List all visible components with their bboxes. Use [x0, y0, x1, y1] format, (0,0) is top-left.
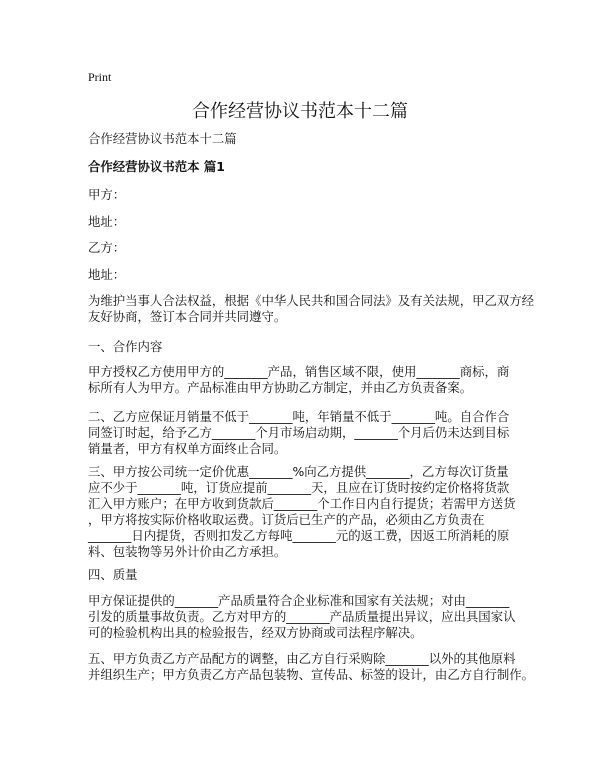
text-line: 三、甲方按公司统一定价优惠_______%向乙方提供_______，乙方每次订货量: [88, 464, 509, 479]
paragraph: [88, 214, 125, 230]
text-line: _______日内提货，否则扣发乙方每吨_______元的返工费，因返工所消耗的原: [88, 528, 510, 543]
text-line: 应不少于_______吨，订货应提前_______天，且应在订货时按约定价格将货款: [88, 480, 510, 495]
print-link[interactable]: Print: [88, 70, 112, 84]
text-line: 一、合作内容: [88, 339, 163, 354]
text-line: 引发的质量事故负责。乙方对甲方的_______产品质量提出异议，应出具国家认: [88, 609, 516, 624]
paragraph: [88, 567, 138, 583]
section-heading: [88, 159, 225, 175]
paragraph: [88, 131, 237, 147]
paragraph: [88, 409, 509, 457]
text-line: 甲方：: [88, 187, 126, 202]
text-line: 合作经营协议书范本 篇1: [88, 159, 225, 174]
text-line: 五、甲方负责乙方产品配方的调整，由乙方自行采购除_______以外的其他原料: [88, 651, 516, 666]
paragraph: [88, 364, 509, 396]
paragraph: [88, 293, 534, 325]
document-title: 合作经营协议书范本十二篇: [192, 101, 408, 122]
text-line: ，甲方将按实际价格收取运费。订货后已生产的产品，必须由乙方负责在: [88, 512, 485, 527]
text-line: 合作经营协议书范本十二篇: [88, 131, 237, 146]
text-line: 并组织生产；甲方负责乙方产品包装物、宣传品、标签的设计，由乙方自行制作。: [88, 667, 535, 682]
text-line: 汇入甲方账户；在甲方收到货款后_______个工作日内自行提货；若需甲方送货: [88, 496, 516, 511]
text-line: 友好协商，签订本合同并共同遵守。: [88, 309, 287, 324]
text-line: 地址：: [88, 214, 126, 229]
text-line: 地址：: [88, 267, 126, 282]
text-line: 为维护当事人合法权益，根据《中华人民共和国合同法》及有关法规，甲乙双方经: [88, 293, 535, 308]
paragraph: [88, 464, 515, 560]
paragraph: [88, 593, 515, 641]
paragraph: [88, 187, 125, 203]
text-line: 乙方：: [88, 240, 126, 255]
paragraph: [88, 240, 125, 256]
text-line: 四、质量: [88, 567, 138, 582]
text-line: 甲方保证提供的_______产品质量符合企业标准和国家有关法规；对由_______: [88, 593, 510, 608]
text-line: 销量者，甲方有权单方面终止合同。: [88, 441, 287, 456]
text-line: 二、乙方应保证月销量不低于_______吨，年销量不低于_______吨。自合作合: [88, 409, 510, 424]
text-line: 料、包装物等另外计价由乙方承担。: [88, 544, 287, 559]
text-line: 甲方授权乙方使用甲方的_______产品，销售区域不限，使用_______商标，商: [88, 364, 510, 379]
text-line: 标所有人为甲方。产品标准由甲方协助乙方制定，并由乙方负责备案。: [88, 380, 473, 395]
paragraph: [88, 339, 162, 355]
text-line: 同签订时起，给予乙方_______个月市场启动期，_______个月后仍未达到目标: [88, 425, 510, 440]
text-line: 可的检验机构出具的检验报告，经双方协商或司法程序解决。: [88, 625, 423, 640]
paragraph: [88, 651, 534, 683]
paragraph: [88, 267, 125, 283]
